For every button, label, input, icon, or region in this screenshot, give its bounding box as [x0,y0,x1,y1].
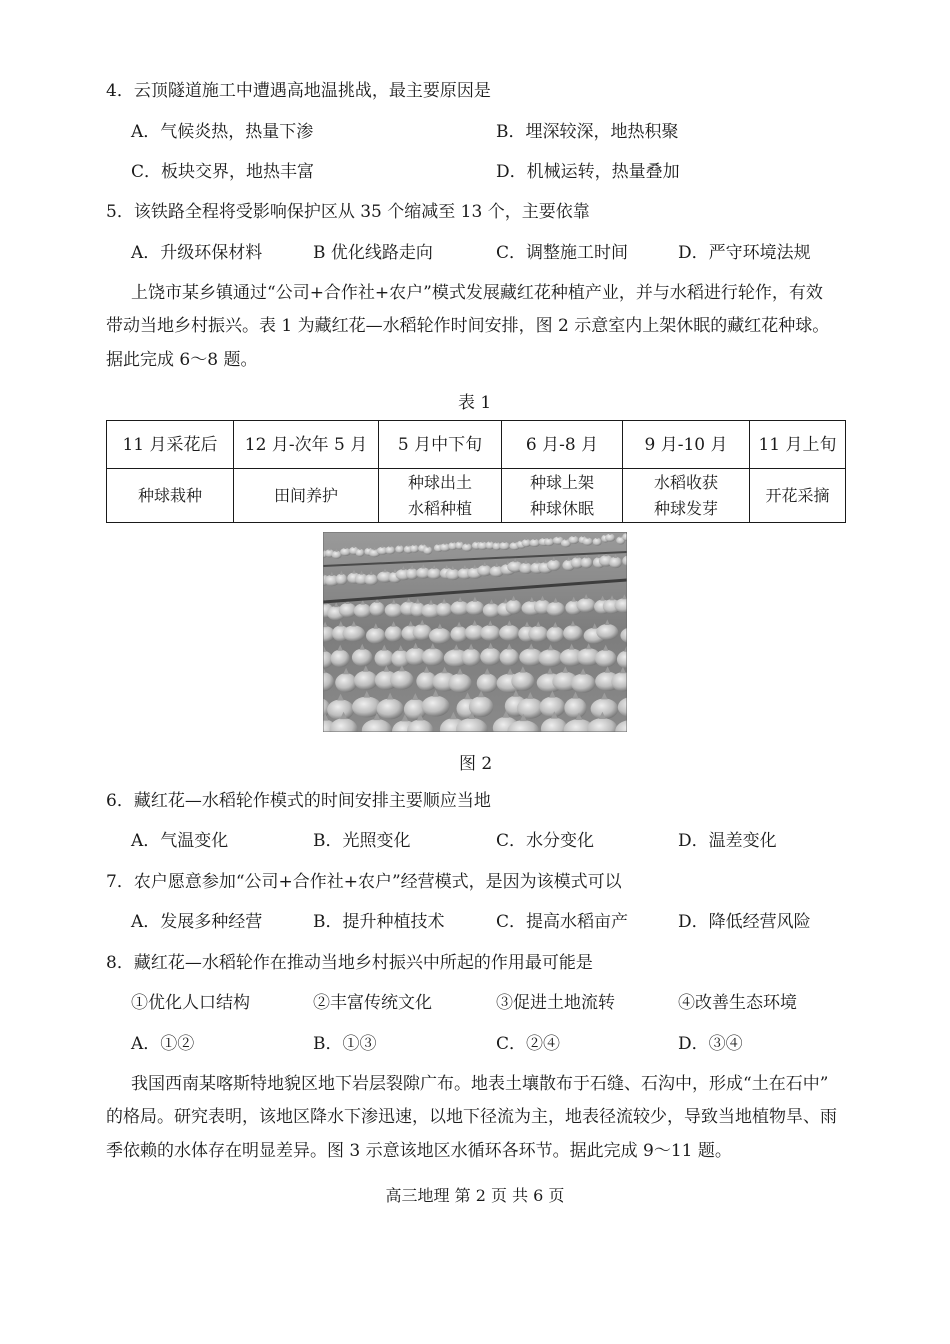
material2-line-3: 季依赖的水体存在明显差异。图 3 示意该地区水循环各环节。据此完成 9～11 题。 [106,1141,732,1161]
corm-bulb [466,601,485,615]
material2-line-1: 我国西南某喀斯特地貌区地下岩层裂隙广布。地表土壤散布于石缝、石沟中，形成“土在石中” [131,1074,829,1094]
cell-line: 种球出土 [407,472,472,492]
corm-bulb [369,602,385,616]
material1-line-3: 据此完成 6～8 题。 [106,350,258,370]
q8-option-d: D．③④ [678,1034,743,1054]
q8-item-4: ④改善生态环境 [678,993,797,1013]
q4-option-d: D．机械运转，热量叠加 [496,162,680,182]
cell-line: 种球发芽 [653,498,718,518]
corm-bulb [500,649,519,667]
q7-stem: 7．农户愿意参加“公司+合作社+农户”经营模式，是因为该模式可以 [106,872,622,892]
table-cell [750,469,846,523]
material1-line-2: 带动当地乡村振兴。表 1 为藏红花—水稻轮作时间安排，图 2 示意室内上架休眠的藏红花种球。 [106,316,830,336]
corm-bulb [547,560,561,571]
cell-line: 种球栽种 [137,485,202,505]
corm-bulb [354,604,372,618]
q4-stem: 4．云顶隧道施工中遭遇高地温挑战，最主要原因是 [106,81,491,101]
corm-bulb [480,648,501,666]
q6-option-a: A．气温变化 [131,831,229,851]
corm-bulb [422,696,450,717]
corm-bulb [538,649,563,667]
corm-bulb [540,697,566,718]
corm-bulb [499,625,520,641]
corm-bulb [568,536,579,544]
corm-bulb [429,628,451,644]
figure2-caption: 图 2 [459,754,493,774]
corm-bulb [480,625,500,641]
corm-bulb [335,574,347,585]
corm-bulb [366,628,386,644]
q6-option-d: D．温差变化 [678,831,777,851]
corm-bulb [410,545,419,553]
q7-option-a: A．发展多种经营 [131,912,263,932]
q7-option-b: B．提升种植技术 [313,912,445,932]
corm-bulb [327,700,354,721]
q5-option-d: D．严守环境法规 [678,243,811,263]
q6-stem: 6．藏红花—水稻轮作模式的时间安排主要顺应当地 [106,791,491,811]
material1-line-1: 上饶市某乡镇通过“公司+合作社+农户”模式发展藏红花种植产业，并与水稻进行轮作，有效 [131,283,823,303]
q8-item-3: ③促进土地流转 [496,993,615,1013]
q8-option-c: C．②④ [496,1034,561,1054]
corm-bulb [499,542,510,550]
corm-bulb [582,538,593,546]
table-cell [623,469,750,523]
corm-bulb [335,673,357,692]
corm-bulb [423,547,432,555]
corm-bulb [593,538,602,546]
corm-bulb [546,602,565,616]
table-row [107,469,846,523]
corm-bulb [544,538,554,546]
q8-item-2: ②丰富传统文化 [313,993,432,1013]
cell-line: 开花采摘 [765,485,830,505]
corm-bulb [331,650,350,668]
corm-bulb [596,624,618,640]
page-footer: 高三地理 第 2 页 共 6 页 [385,1186,565,1205]
corm-bulb [605,534,615,542]
cell-line: 水稻种植 [407,498,472,518]
corm-bulb [343,626,366,642]
corm-bulb [385,626,403,642]
table-cell [234,469,379,523]
saffron-corms-photo [323,532,627,732]
table-header-cell: 6 月-8 月 [502,421,623,469]
q5-option-c: C．调整施工时间 [496,243,629,263]
q6-option-c: C．水分变化 [496,831,595,851]
corm-bulb [448,674,471,693]
corm-bulb [422,648,444,666]
q5-stem: 5．该铁路全程将受影响保护区从 35 个缩减至 13 个，主要依靠 [106,202,590,222]
cell-line: 水稻收获 [653,472,718,492]
corm-bulb [563,625,583,641]
corm-bulb [577,598,596,612]
q6-option-b: B．光照变化 [313,831,411,851]
q4-option-b: B．埋深较深，地热积聚 [496,122,679,142]
corm-bulb [354,671,378,690]
corm-bulb [511,672,534,691]
corm-bulb [356,549,365,557]
table-header-row [107,421,846,469]
q5-option-b: B 优化线路走向 [313,243,433,263]
table-cell [502,469,623,523]
corm-bulb [547,627,565,643]
table-header-cell: 11 月上旬 [750,421,846,469]
q8-stem: 8．藏红花—水稻轮作在推动当地乡村振兴中所起的作用最可能是 [106,953,593,973]
corm-bulb [390,670,414,689]
corm-bulb [413,624,432,640]
table-header-cell: 12 月-次年 5 月 [234,421,379,469]
corm-bulb [528,626,548,642]
q8-option-a: A．①② [131,1034,195,1054]
corm-bulb [375,650,395,668]
corm-bulb [395,545,404,553]
corm-bulb [352,649,373,667]
table-header-cell: 5 月中下旬 [379,421,502,469]
q7-option-d: D．降低经营风险 [678,912,811,932]
cell-line: 田间养护 [273,485,338,505]
corm-bulb [581,557,593,568]
corm-bulb [506,600,522,614]
corm-bulb [462,649,481,667]
table-header-cell: 11 月采花后 [107,421,234,469]
q7-option-c: C．提高水稻亩产 [496,912,629,932]
q8-item-1: ①优化人口结构 [131,993,250,1013]
q4-option-a: A．气候炎热，热量下渗 [131,122,314,142]
cell-line: 种球休眠 [529,498,594,518]
corm-bulb [462,544,472,552]
q8-option-b: B．①③ [313,1034,377,1054]
table-header-cell: 9 月-10 月 [623,421,750,469]
table-cell [379,469,502,523]
cell-line: 种球上架 [529,472,594,492]
corm-bulb [571,674,596,693]
corm-bulb [385,546,395,554]
material2-line-2: 的格局。研究表明，该地区降水下渗迅速，以地下径流为主，地表径流较少，导致当地植物旱、雨 [106,1107,837,1127]
corm-bulb [364,574,378,585]
corm-bulb [385,603,403,617]
corm-bulb [436,603,453,617]
corm-bulb [377,699,404,720]
corm-bulb [595,650,617,668]
table1-caption: 表 1 [458,393,492,413]
q5-option-a: A．升级环保材料 [131,243,263,263]
table-cell [107,469,234,523]
corm-bulb [427,568,441,579]
corm-bulb [477,674,498,693]
corm-bulb [609,557,622,568]
rotation-schedule-table [106,420,846,523]
corm-bulb [529,539,540,547]
q4-option-c: C．板块交界，地热丰富 [131,162,315,182]
corm-bulb [564,698,586,719]
